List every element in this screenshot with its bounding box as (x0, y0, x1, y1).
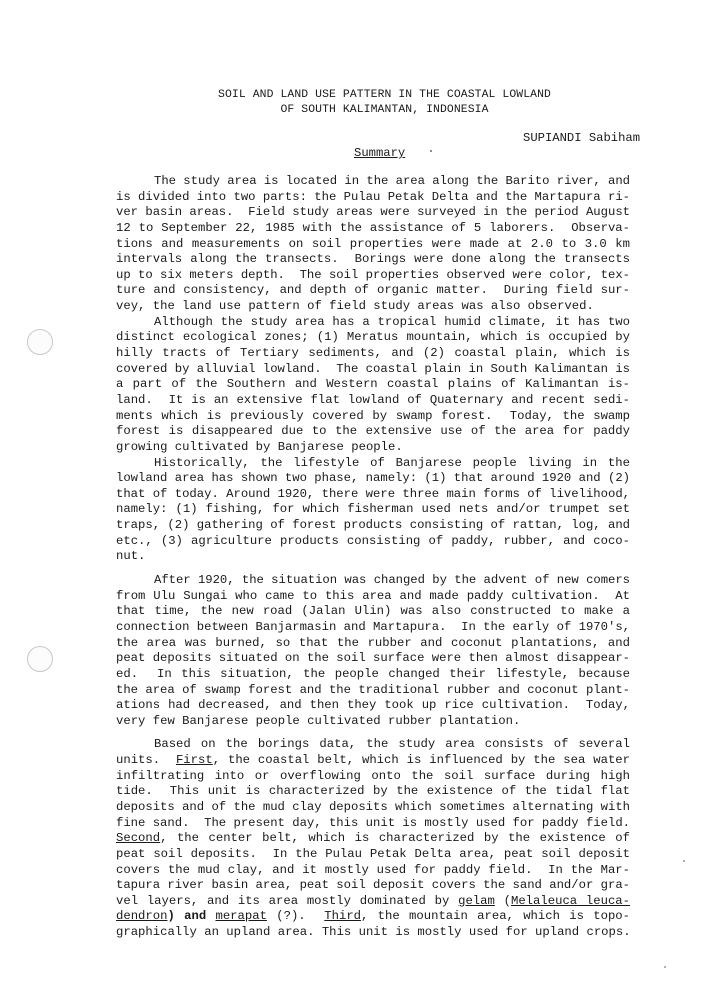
text-line: distinct ecological zones; (1) Meratus mountain, which is occupied by (116, 330, 630, 345)
section-heading: Summary (354, 146, 406, 160)
text-line: vey, the land use pattern of field study areas was also observed. (116, 299, 594, 314)
text-line: etc., (3) agriculture products consisting of paddy, rubber, and coco- (116, 533, 630, 548)
species-melaleuca: Melaleuca leuca- (510, 893, 631, 908)
punch-hole (27, 646, 53, 672)
author-name: SUPIANDI Sabiham (523, 131, 641, 145)
text-line: ed. In this situation, the people changed their lifestyle, because (116, 666, 630, 681)
text-line: graphically an upland area. This unit is mostly used for upland crops. (116, 925, 631, 940)
species-dendron: dendron (116, 909, 168, 924)
text-line: tapura river basin area, peat soil deposit covers the sand and/or gra- (116, 878, 631, 893)
summary-body (116, 174, 630, 941)
text-line: Historically, the lifestyle of Banjarese people living in the (154, 455, 630, 470)
text-line: dendron) and merapat (?). Third, the mountain area, which is topo- (116, 909, 631, 924)
paper-speck (664, 966, 666, 968)
text-line: intervals along the transects. Borings were done along the transects (116, 252, 630, 267)
document-title-line-1: SOIL AND LAND USE PATTERN IN THE COASTAL LOWLAND (218, 89, 551, 101)
stray-mark (430, 150, 432, 152)
text-line: very few Banjarese people cultivated rubber plantation. (116, 713, 521, 728)
text-line: ture and consistency, and depth of organic matter. During field sur- (116, 283, 630, 298)
text-line: tions and measurements on soil properties were made at 2.0 to 3.0 km (116, 236, 630, 251)
text-line: tide. This unit is characterized by the existence of the tidal flat (116, 784, 630, 799)
text-line: units. First, the coastal belt, which is influenced by the sea water (116, 753, 630, 768)
text-line: Second, the center belt, which is characterized by the existence of (116, 831, 630, 846)
text-line: from Ulu Sungai who came to this area and made paddy cultivation. At (116, 588, 630, 603)
text-line: The study area is located in the area along the Barito river, and (154, 174, 631, 188)
text-line: connection between Banjarmasin and Martapura. In the early of 1970's, (116, 619, 631, 634)
text-line: growing cultivated by Banjarese people. (116, 439, 403, 454)
text-line: covers the mud clay, and it mostly used for paddy field. In the Mar- (116, 862, 630, 877)
text-line: peat deposits situated on the soil surface were then almost disappear- (116, 651, 631, 666)
text-line: that time, the new road (Jalan Ulin) was also constructed to make a (116, 604, 630, 619)
text-line: ments which is previously covered by swamp forest. Today, the swamp (116, 408, 630, 423)
text-line: hilly tracts of Tertiary sediments, and (2) coastal plain, which is (116, 346, 630, 361)
text-line: the area of swamp forest and the traditional rubber and coconut plant- (116, 682, 631, 697)
paper-speck (683, 860, 685, 862)
text-line: fine sand. The present day, this unit is mostly used for paddy field. (116, 815, 631, 830)
text-line: Although the study area has a tropical humid climate, it has two (154, 314, 630, 329)
punch-hole (27, 329, 53, 355)
text-line: that of today. Around 1920, there were three main forms of livelihood, (116, 486, 631, 501)
text-line: is divided into two parts: the Pulau Petak Delta and the Martapura ri- (116, 189, 631, 204)
text-line: the area was burned, so that the rubber and coconut plantations, and (116, 635, 630, 650)
text-line: up to six meters depth. The soil properties observed were color, tex- (116, 267, 631, 282)
text-line: ations had decreased, and then they took up rice cultivation. Today, (116, 698, 630, 713)
text-line: traps, (2) gathering of forest products consisting of rattan, log, and (116, 518, 631, 533)
text-line: namely: (1) fishing, for which fisherman used nets and/or trumpet set (116, 502, 630, 517)
text-line: After 1920, the situation was changed by the advent of new comers (154, 573, 631, 588)
text-line: peat soil deposits. In the Pulau Petak Delta area, peat soil deposit (116, 846, 630, 861)
text-line: a part of the Southern and Western coastal plains of Kalimantan is- (116, 377, 630, 392)
text-line: covered by alluvial lowland. The coastal plain in South Kalimantan is (116, 361, 631, 376)
text-line: forest is disappeared due to the extensive use of the area for paddy (116, 424, 630, 439)
second-unit-label: Second (116, 831, 161, 846)
species-merapat: merapat (215, 909, 267, 924)
text-line: land. It is an extensive flat lowland of Quaternary and recent sedi- (116, 392, 630, 407)
text-line: 12 to September 22, 1985 with the assistance of 5 laborers. Observa- (116, 220, 630, 235)
text-line: lowland area has shown two phase, namely: (1) that around 1920 and (2) (116, 471, 631, 486)
text-line: vel layers, and its area mostly dominated by gelam (Melaleuca leuca- (116, 893, 631, 908)
text-line: nut. (116, 549, 146, 564)
first-unit-label: First (175, 753, 213, 768)
text-line: Based on the borings data, the study area consists of several (154, 737, 630, 752)
text-line: deposits and of the mud clay deposits which sometimes alternating with (116, 799, 631, 814)
text-line: infiltrating into or overflowing onto the soil surface during high (116, 768, 630, 783)
third-unit-label: Third (324, 909, 362, 924)
species-gelam: gelam (458, 893, 495, 908)
text-line: ver basin areas. Field study areas were surveyed in the period August (116, 205, 631, 220)
document-title-line-2: OF SOUTH KALIMANTAN, INDONESIA (280, 104, 489, 116)
